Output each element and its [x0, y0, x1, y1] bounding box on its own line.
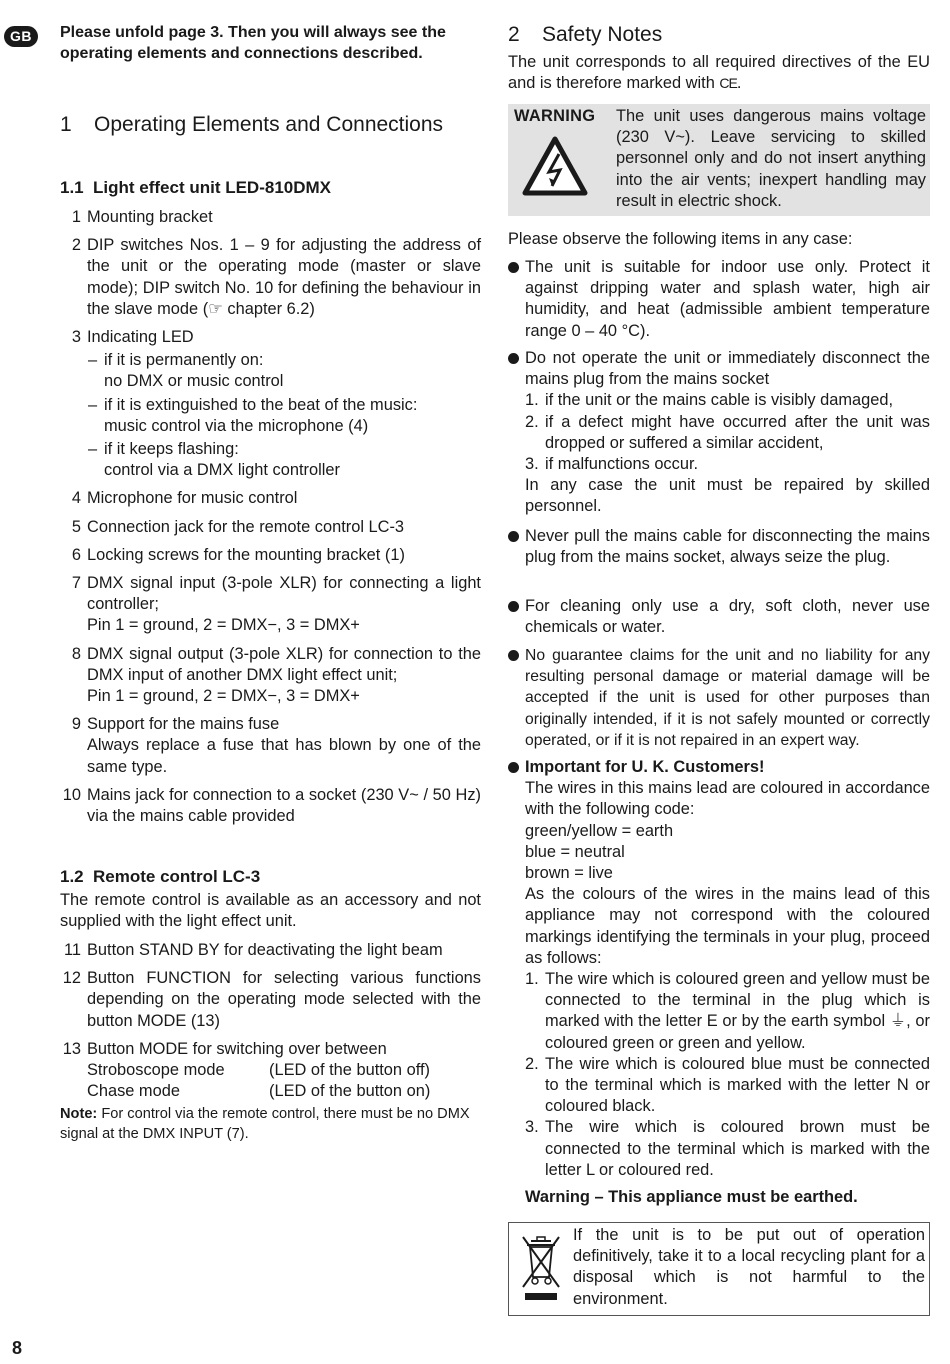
bullet-text: No guarantee claims for the unit and no liability for any resulting personal damage or material damage will be accepted if the unit is used for other purposes than originally intended, if it is not safely mounted or correctly operated, or if it is not repaired in an expert way.	[525, 647, 930, 749]
ce-statement: The unit corresponds to all required directives of the EU and is therefore marked with CE.	[508, 53, 930, 93]
ce-mark-icon: CE	[719, 75, 737, 92]
ce-text: The unit corresponds to all required directives of the EU and is therefore marked with	[508, 53, 930, 93]
item-number: 1	[71, 208, 81, 226]
recycling-box	[508, 1222, 930, 1316]
subsection-1-1-heading	[60, 177, 331, 199]
item-text: DMX signal input (3-pole XLR) for connecting a light controller;	[87, 574, 481, 614]
list-item	[60, 644, 481, 708]
item-number: 7	[71, 574, 81, 593]
item-text: Mounting bracket	[87, 208, 213, 226]
list-item	[60, 968, 481, 1032]
uk-text: As the colours of the wires in the mains lead of this appliance may not correspond with the coloured markings identifying the terminals in your plug, proceed as follows:	[525, 885, 930, 967]
item-number: 6	[71, 545, 81, 564]
item-number: 10	[62, 785, 81, 804]
bullet-disconnect	[508, 348, 930, 518]
item-number: 2.	[525, 1054, 539, 1073]
item-text: if the unit or the mains cable is visibly damaged,	[545, 391, 894, 410]
dash-condition: if it is permanently on:	[104, 351, 264, 370]
section-number: 1	[60, 113, 72, 136]
list-item	[60, 785, 481, 827]
subsection-number: 1.2	[60, 867, 84, 886]
note-text: For control via the remote control, there must be no DMX signal at the DMX INPUT (7).	[60, 1106, 470, 1142]
list-item	[60, 235, 481, 320]
dash-condition: if it is extinguished to the beat of the music:	[104, 395, 418, 414]
recycling-text: If the unit is to be put out of operation definitively, take it to a local recycling plant for a disposal which is not harmful to the environment.	[573, 1226, 925, 1308]
intro-note: Please unfold page 3. Then you will always see the operating elements and connections described.	[60, 24, 446, 62]
bullet-indoor	[508, 257, 930, 342]
item-text-2: Pin 1 = ground, 2 = DMX−, 3 = DMX+	[87, 687, 360, 706]
page-number: 8	[12, 1338, 23, 1358]
bullet-cleaning	[508, 596, 930, 638]
item-text: Button FUNCTION for selecting various functions depending on the operating mode selected with the button MODE (13)	[87, 969, 481, 1030]
item-number: 5	[71, 517, 81, 536]
list-item	[525, 390, 930, 411]
list-item	[525, 1117, 930, 1181]
item-number: 8	[71, 644, 81, 663]
section-1-heading	[60, 112, 443, 138]
dash-meaning: music control via the microphone (4)	[104, 416, 369, 435]
list-item	[525, 1054, 930, 1118]
mode-label: Stroboscope mode	[87, 1061, 225, 1080]
list-item	[60, 517, 481, 538]
list-item	[60, 545, 481, 566]
bullet-icon	[508, 650, 519, 661]
dash-item	[60, 350, 481, 392]
subsection-title: Remote control LC-3	[93, 867, 261, 886]
item-text-2: Always replace a fuse that has blown by one of the same type.	[87, 736, 481, 776]
bullet-text: In any case the unit must be repaired by skilled personnel.	[525, 476, 930, 516]
list-item	[525, 969, 930, 1054]
dash-item	[60, 439, 481, 481]
bullet-icon	[508, 531, 519, 542]
observe-text: Please observe the following items in any case:	[508, 230, 853, 248]
item-text: The wire which is coloured brown must be connected to the terminal which is marked with the letter L or coloured red.	[545, 1118, 930, 1179]
bullet-icon	[508, 262, 519, 273]
list-item	[60, 207, 481, 228]
uk-code: brown = live	[525, 864, 613, 883]
item-text: Connection jack for the remote control LC-3	[87, 517, 405, 536]
bullet-text: Never pull the mains cable for disconnecting the mains plug from the mains socket, always seize the plug.	[525, 527, 930, 567]
bullet-icon	[508, 601, 519, 612]
uk-intro: The wires in this mains lead are coloured in accordance with the following code:	[525, 779, 930, 819]
bullet-text: For cleaning only use a dry, soft cloth, never use chemicals or water.	[525, 597, 930, 637]
section-number: 2	[508, 23, 520, 46]
item-text: DIP switches Nos. 1 – 9 for adjusting the address of the unit or the operating mode (master or slave mode); DIP switch No. 10 for defining the behaviour in the slave mode (☞ chapter 6.2)	[87, 236, 481, 318]
remote-intro: The remote control is available as an accessory and not supplied with the light effect unit.	[60, 891, 481, 931]
mode-desc: (LED of the button off)	[269, 1061, 430, 1080]
mode-desc: (LED of the button on)	[269, 1082, 431, 1101]
uk-title: Important for U. K. Customers!	[525, 758, 765, 776]
item-number: 1.	[525, 391, 539, 410]
item-number: 9	[71, 715, 81, 734]
item-number: 3.	[525, 1118, 539, 1137]
section-title: Operating Elements and Connections	[94, 113, 444, 136]
bullet-uk	[508, 757, 930, 1208]
note-label: Note:	[60, 1106, 98, 1123]
list-item	[525, 454, 930, 475]
bullet-text: The unit is suitable for indoor use only. Protect it against dripping water and splash water, high air humidity, and heat (admissible ambient temperature range 0 – 40 °C).	[525, 258, 930, 340]
list-item	[60, 714, 481, 778]
bullet-icon	[508, 353, 519, 364]
bullet-icon	[508, 762, 519, 773]
item-text: Microphone for music control	[87, 489, 298, 508]
dash-meaning: no DMX or music control	[104, 372, 284, 391]
item-number: 12	[62, 969, 81, 988]
bullet-liability	[508, 645, 930, 751]
uk-code: green/yellow = earth	[525, 821, 674, 840]
item-number: 1.	[525, 970, 539, 989]
list-item	[60, 940, 481, 961]
section-title: Safety Notes	[542, 23, 663, 46]
electric-shock-warning-icon	[522, 136, 588, 196]
elements-list	[60, 207, 481, 834]
item-text: The wire which is coloured blue must be connected to the terminal which is marked with the letter N or coloured black.	[545, 1054, 930, 1116]
list-item	[60, 573, 481, 637]
remote-note	[60, 1105, 481, 1144]
item-text: if a defect might have occurred after the unit was dropped or suffered a similar accident,	[545, 412, 930, 452]
bullet-text: Do not operate the unit or immediately disconnect the mains plug from the mains socket	[525, 349, 930, 389]
item-number: 2	[71, 236, 81, 255]
item-number: 3.	[525, 455, 539, 474]
item-text: DMX signal output (3-pole XLR) for connection to the DMX input of another DMX light effect unit;	[87, 644, 481, 684]
item-number: 3	[71, 328, 81, 347]
uk-code: blue = neutral	[525, 842, 625, 861]
mode-label: Chase mode	[87, 1082, 180, 1101]
item-text: Support for the mains fuse	[87, 715, 280, 734]
item-text: if malfunctions occur.	[545, 455, 699, 474]
item-number: 13	[62, 1039, 81, 1058]
list-item	[525, 412, 930, 454]
item-text: Locking screws for the mounting bracket (1)	[87, 545, 405, 564]
warning-box	[508, 104, 930, 216]
dash-item	[60, 395, 481, 437]
list-item	[60, 488, 481, 509]
list-item	[60, 1039, 481, 1103]
item-text: Indicating LED	[87, 328, 194, 347]
earthed-warning: Warning – This appliance must be earthed.	[525, 1188, 858, 1207]
item-text: Button STAND BY for deactivating the light beam	[87, 941, 443, 959]
remote-list	[60, 940, 481, 1144]
list-item	[60, 327, 481, 481]
crossed-bin-icon	[521, 1233, 561, 1305]
dash-meaning: control via a DMX light controller	[104, 461, 340, 480]
subsection-title: Light effect unit LED-810DMX	[93, 178, 332, 197]
subsection-number: 1.1	[60, 178, 84, 197]
language-badge: GB	[4, 26, 38, 47]
item-text: The wire which is coloured green and yellow must be connected to the terminal in the plug which is marked with the letter E or by the earth symbol ⏚, or coloured green or green and yellow.	[545, 970, 930, 1052]
warning-text: The unit uses dangerous mains voltage (230 V~). Leave servicing to skilled personnel only and do not insert anything into the air vents; inexpert handling may result in electric shock.	[616, 107, 926, 210]
item-text: Mains jack for connection to a socket (230 V~ / 50 Hz) via the mains cable provided	[87, 785, 481, 826]
dash-condition: if it keeps flashing:	[104, 440, 239, 459]
item-number: 2.	[525, 412, 539, 431]
warning-label: WARNING	[514, 107, 596, 125]
item-number: 11	[63, 941, 81, 959]
item-text-2: Pin 1 = ground, 2 = DMX−, 3 = DMX+	[87, 616, 360, 635]
item-text: Button MODE for switching over between	[87, 1039, 387, 1058]
section-2-heading	[508, 22, 662, 48]
subsection-1-2-heading	[60, 866, 260, 888]
item-number: 4	[71, 489, 81, 508]
bullet-pull-cable	[508, 526, 930, 568]
